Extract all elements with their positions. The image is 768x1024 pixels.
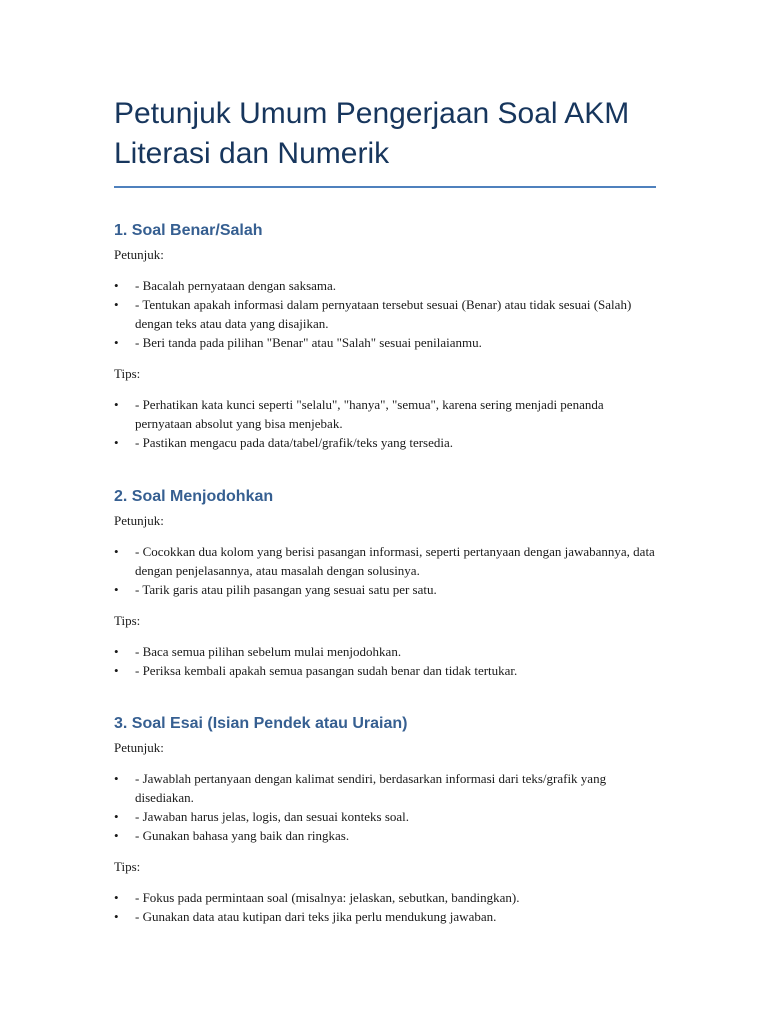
bullet-icon: •: [114, 544, 119, 559]
tips-label: Tips:: [114, 366, 141, 381]
bullet-icon: •: [114, 335, 119, 350]
list-item-text: - Gunakan bahasa yang baik dan ringkas.: [135, 828, 350, 843]
petunjuk-label: Petunjuk:: [114, 247, 164, 262]
list-item-text: - Pastikan mengacu pada data/tabel/grafik/teks yang tersedia.: [135, 435, 454, 450]
bullet-icon: •: [114, 397, 119, 412]
bullet-icon: •: [114, 297, 119, 312]
section-heading: 3. Soal Esai (Isian Pendek atau Uraian): [114, 715, 408, 732]
petunjuk-list: [114, 769, 656, 845]
document-content: [114, 94, 656, 926]
bullet-icon: •: [114, 809, 119, 824]
section-soal-esai: [114, 714, 656, 926]
tips-list: [114, 395, 656, 452]
list-item: [114, 542, 656, 580]
bullet-icon: •: [114, 644, 119, 659]
list-item: [114, 433, 656, 452]
list-item: [114, 907, 656, 926]
petunjuk-list: [114, 542, 656, 599]
tips-list: [114, 642, 656, 680]
list-item: [114, 276, 656, 295]
bullet-icon: •: [114, 582, 119, 597]
list-item: [114, 642, 656, 661]
list-item-text: - Bacalah pernyataan dengan saksama.: [135, 278, 337, 293]
list-item-text: - Fokus pada permintaan soal (misalnya: jelaskan, sebutkan, bandingkan).: [135, 890, 520, 905]
list-item-text: - Gunakan data atau kutipan dari teks jika perlu mendukung jawaban.: [135, 909, 497, 924]
petunjuk-label: Petunjuk:: [114, 513, 164, 528]
bullet-icon: •: [114, 828, 119, 843]
list-item-text: - Cocokkan dua kolom yang berisi pasangan informasi, seperti pertanyaan dengan jawabannya, data dengan penjelasannya, atau masalah dengan solusinya.: [135, 544, 655, 578]
list-item: [114, 807, 656, 826]
section-heading: 2. Soal Menjodohkan: [114, 488, 274, 505]
list-item-text: - Tentukan apakah informasi dalam pernyataan tersebut sesuai (Benar) atau tidak sesuai (Salah) dengan teks atau data yang disajikan.: [135, 297, 632, 331]
section-soal-benar-salah: [114, 221, 656, 452]
list-item-text: - Tarik garis atau pilih pasangan yang sesuai satu per satu.: [135, 582, 437, 597]
list-item-text: - Jawaban harus jelas, logis, dan sesuai konteks soal.: [135, 809, 410, 824]
list-item: [114, 826, 656, 845]
list-item-text: - Perhatikan kata kunci seperti "selalu", "hanya", "semua", karena sering menjadi penanda pernyataan absolut yang bisa menjebak.: [135, 397, 604, 431]
petunjuk-label: Petunjuk:: [114, 740, 164, 755]
bullet-icon: •: [114, 909, 119, 924]
section-heading: 1. Soal Benar/Salah: [114, 222, 263, 239]
list-item-text: - Beri tanda pada pilihan "Benar" atau "Salah" sesuai penilaianmu.: [135, 335, 482, 350]
bullet-icon: •: [114, 890, 119, 905]
list-item-text: - Jawablah pertanyaan dengan kalimat sendiri, berdasarkan informasi dari teks/grafik yang disediakan.: [135, 771, 607, 805]
list-item-text: - Baca semua pilihan sebelum mulai menjodohkan.: [135, 644, 402, 659]
list-item: [114, 295, 656, 333]
list-item: [114, 580, 656, 599]
bullet-icon: •: [114, 771, 119, 786]
list-item: [114, 333, 656, 352]
list-item: [114, 769, 656, 807]
list-item: [114, 395, 656, 433]
section-soal-menjodohkan: [114, 487, 656, 680]
bullet-icon: •: [114, 663, 119, 678]
bullet-icon: •: [114, 278, 119, 293]
list-item-text: - Periksa kembali apakah semua pasangan sudah benar dan tidak tertukar.: [135, 663, 518, 678]
bullet-icon: •: [114, 435, 119, 450]
petunjuk-list: [114, 276, 656, 352]
document-title: Petunjuk Umum Pengerjaan Soal AKM Literasi dan Numerik: [114, 94, 656, 188]
tips-label: Tips:: [114, 859, 141, 874]
list-item: [114, 661, 656, 680]
tips-label: Tips:: [114, 613, 141, 628]
list-item: [114, 888, 656, 907]
tips-list: [114, 888, 656, 926]
